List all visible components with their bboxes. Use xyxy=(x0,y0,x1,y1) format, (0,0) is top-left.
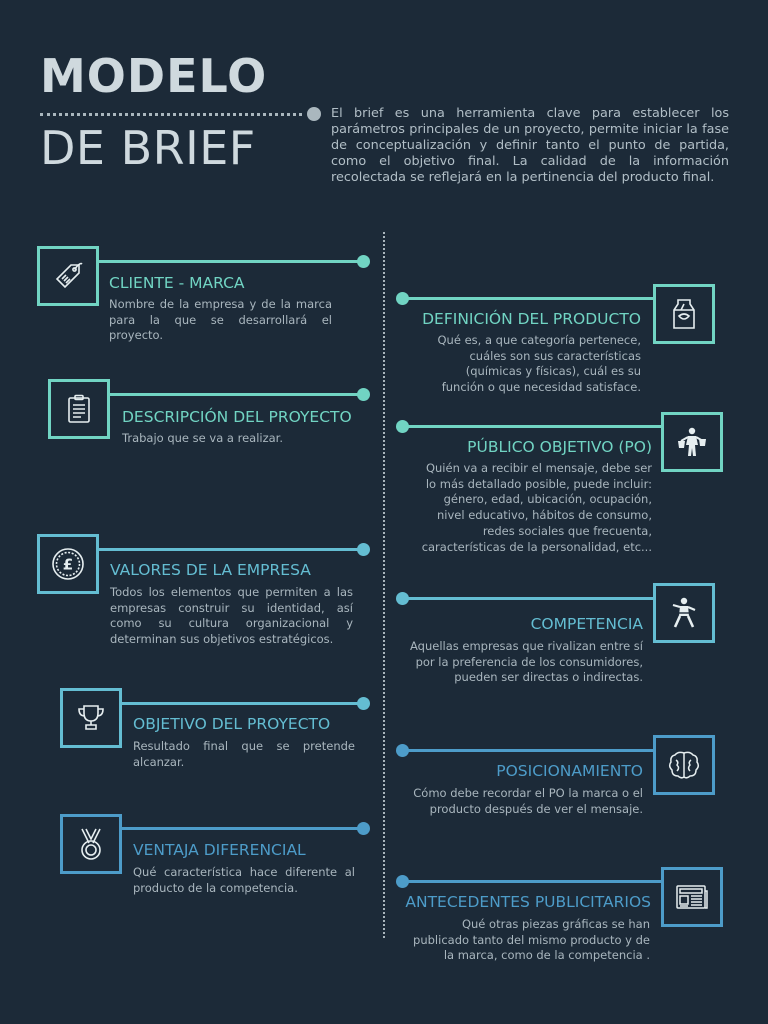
svg-text:£: £ xyxy=(62,555,74,574)
connector-line xyxy=(402,297,654,300)
item-description: Trabajo que se va a realizar. xyxy=(122,431,283,445)
item-description: Qué es, a que categoría pertenece, cuáles son sus características (químicas y físicas), cuál es su función o que necesidad satisface. xyxy=(437,333,641,395)
timeline-dot xyxy=(357,822,370,835)
item-description: Aquellas empresas que rivalizan entre sí por la preferencia de los consumidores, pueden ser directas o indirectas. xyxy=(409,639,643,685)
timeline-dot xyxy=(357,543,370,556)
item-description: Qué característica hace diferente al producto de la competencia. xyxy=(133,865,355,895)
item-description: Quién va a recibir el mensaje, debe ser lo más detallado posible, puede incluir: género, edad, ubicación, ocupación, nivel educativo, hábitos de consumo, redes sociales que frecuenta, características de la personalidad, etc... xyxy=(421,461,652,554)
title-divider-dot xyxy=(307,107,321,121)
item-title: OBJETIVO DEL PROYECTO xyxy=(133,715,331,733)
item-description: Cómo debe recordar el PO la marca o el producto después de ver el mensaje. xyxy=(413,786,643,816)
timeline-dot xyxy=(357,255,370,268)
pound-coin-icon-box xyxy=(37,534,99,594)
brain-icon-box xyxy=(653,735,715,795)
item-title: VALORES DE LA EMPRESA xyxy=(110,561,311,579)
item-title: PÚBLICO OBJETIVO (PO) xyxy=(467,438,652,456)
item-title: CLIENTE - MARCA xyxy=(109,274,245,292)
item-title: DEFINICIÓN DEL PRODUCTO xyxy=(422,310,641,328)
newspaper-icon-box xyxy=(661,867,723,927)
item-description: Qué otras piezas gráficas se han publicado tanto del mismo producto y de la marca, como de la competencia . xyxy=(413,917,650,963)
page-title-line2: DE BRIEF xyxy=(40,121,256,175)
timeline-dot xyxy=(357,388,370,401)
item-description: Resultado final que se pretende alcanzar. xyxy=(133,739,355,769)
connector-line xyxy=(402,749,654,752)
brain-icon xyxy=(668,750,700,780)
pound-coin-icon xyxy=(51,547,85,581)
newspaper-icon xyxy=(675,883,709,911)
connector-line xyxy=(122,827,362,830)
martial-artist-icon xyxy=(669,596,699,630)
martial-artist-icon-box xyxy=(653,583,715,643)
item-description: Nombre de la empresa y de la marca para la que se desarrollará el proyecto. xyxy=(109,297,332,343)
title-divider xyxy=(40,113,302,116)
shopper-icon-box xyxy=(661,412,723,472)
connector-line xyxy=(99,548,361,551)
milk-carton-icon xyxy=(671,298,697,330)
trophy-icon-box xyxy=(60,688,122,748)
clipboard-icon xyxy=(65,394,93,424)
item-title: ANTECEDENTES PUBLICITARIOS xyxy=(405,893,651,911)
timeline-dot xyxy=(357,697,370,710)
clipboard-icon-box xyxy=(48,379,110,439)
medal-icon xyxy=(76,827,106,861)
connector-line xyxy=(110,393,363,396)
item-title: DESCRIPCIÓN DEL PROYECTO xyxy=(122,408,352,426)
milk-carton-icon-box xyxy=(653,284,715,344)
trophy-icon xyxy=(76,703,106,733)
connector-line xyxy=(402,880,662,883)
page-title-line1: MODELO xyxy=(40,49,268,103)
connector-line xyxy=(402,425,662,428)
item-title: COMPETENCIA xyxy=(530,615,643,633)
connector-line xyxy=(402,597,654,600)
intro-paragraph: El brief es una herramienta clave para establecer los parámetros principales de un proyecto, permite iniciar la fase de conceptualización y definir tanto el punto de partida, como el objetivo final. La calidad de la información recolectada se reflejará en la pertinencia del producto final. xyxy=(331,106,729,185)
timeline-axis xyxy=(383,232,385,938)
shopper-icon xyxy=(675,426,709,458)
medal-icon-box xyxy=(60,814,122,874)
item-title: VENTAJA DIFERENCIAL xyxy=(133,841,306,859)
connector-line xyxy=(99,260,361,263)
price-tag-icon-box xyxy=(37,246,99,306)
connector-line xyxy=(122,702,362,705)
price-tag-icon xyxy=(52,260,84,292)
item-description: Todos los elementos que permiten a las empresas construir su identidad, así como su cultura organizacional y determinan sus objetivos estratégicos. xyxy=(110,585,353,647)
item-title: POSICIONAMIENTO xyxy=(496,762,643,780)
